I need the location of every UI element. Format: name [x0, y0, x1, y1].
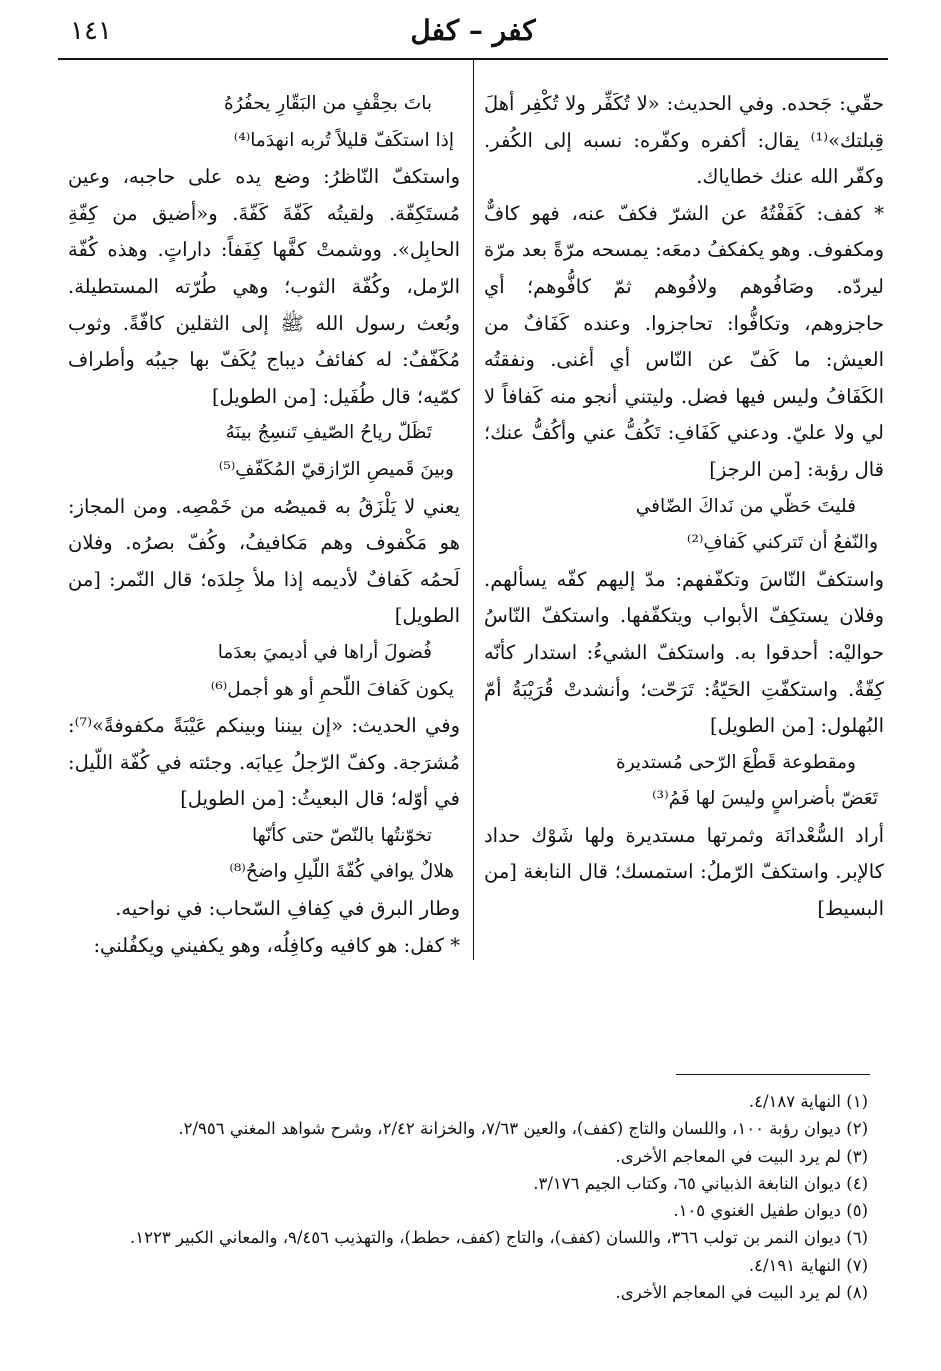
page-number: ١٤١ [70, 16, 112, 46]
footnote-rule [676, 1074, 870, 1075]
verse-line: إذا استكَفّ قليلاً تُربه انهدَما⁽⁴⁾ [233, 129, 454, 151]
footnote: (٣) لم يرد البيت في المعاجم الأخرى. [615, 1146, 868, 1166]
footnote: (٢) ديوان رؤبة ١٠٠، واللسان والتاج (كفف)، والعين ٧/٦٣، والخزانة ٢/٤٢، وشرح شواهد المغني ٢/٩٥٦. [178, 1119, 868, 1139]
verse-line: فليتَ حَظّي من نَداكَ الضّافي [635, 495, 856, 517]
verse-line: هلالٌ يوافي كُفّةَ اللّيلِ واضحُ⁽⁸⁾ [229, 861, 454, 883]
footnotes [62, 1088, 868, 1306]
paragraph: وطار البرق في كِفافِ السّحاب: في نواحيه. [115, 897, 460, 921]
verse-line: يكون كَفافَ اللّحمِ أو هو أجمل⁽⁶⁾ [210, 678, 454, 700]
verse-line: تَظَلّ رياحُ الصّيفِ تَنسِجُ بينَهُ [225, 422, 432, 444]
paragraph: يعني لا يَلْزَقُ به قميصُه من خَمْصِه. ومن المجاز: هو مَكْفوف وهم مَكافيفُ، وكُفّ بصرُه. وفلان لَحمُه كَفافٌ لأديمه إذا ملأ جِلدَه؛ قال النّمر: [من الطويل] [68, 494, 460, 628]
entry-kafar-end: حقّي: جَحده. وفي الحديث: «لا تُكَفِّر ولا تُكْفِر أهلَ قِبلتك»⁽¹⁾ يقال: أكفره وكفّره: نسبه إلى الكُفر. وكفّر الله عنك خطاياك. [484, 92, 884, 189]
verse-line: ومقطوعة قَطْعَ الرّحى مُستديرة [616, 751, 856, 773]
paragraph: وفي الحديث: «إن بيننا وبينكم عَيْبَةً مكفوفةً»⁽⁷⁾: مُشرَجة. وكفّ الرّجلُ عِيابَه. وجئته في كُفّة اللّيل: في أوّله؛ قال البعيثُ: [من الطويل] [68, 714, 460, 811]
left-column [68, 86, 460, 964]
verse-line: وبينَ قَميصِ الرّازقيّ المُكَفّفِ⁽⁵⁾ [218, 458, 454, 480]
verse-line: فُضولَ أراها في أديميَ بعدَما [217, 641, 432, 663]
footnote: (٥) ديوان طفيل الغنوي ١٠٥. [673, 1201, 868, 1221]
entry-kaff: * كفف: كَفَفْتُهُ عن الشرّ فكفّ عنه، فهو كافٌّ ومكفوف. وهو يكفكفُ دمعَه: يمسحه مرّةً بعد مرّة ليردّه. وصَافُوهم ولافُوهم ثمّ كافُّوهم؛ أي حاجزوهم، وتكافُّوا: تحاجزوا. وعنده كَفَافٌ من العيش: ما كَفّ عن النّاس أي أغنى. ونفقتُه الكَفَافُ وليس فيها فضل. وليتني أنجو منه كَفافاً لا لي ولا عليّ. ودعني كَفَافِ: تَكُفُّ عني وأكُفُّ عنك؛ قال رؤبة: [من الرجز] [484, 201, 884, 481]
column-divider [473, 60, 474, 960]
running-title: كفر – كفل [410, 14, 536, 47]
page-header [58, 12, 888, 56]
paragraph: أراد السُّعْدانَة وثمرتها مستديرة ولها شَوْك حداد كالإبر. واستكفّ الرّملُ: استمسك؛ قال النابغة [من البسيط] [484, 823, 884, 921]
footnote: (٤) ديوان النابغة الذبياني ٦٥، وكتاب الجيم ٣/١٧٦. [533, 1173, 868, 1193]
footnote: (١) النهاية ٤/١٨٧. [748, 1092, 868, 1111]
verse-line: تخوّنتُها بالنّصّ حتى كأنّها [251, 824, 432, 846]
footnote: (٧) النهاية ٤/١٩١. [748, 1255, 868, 1275]
verse-line: تَعَضّ بأضراسٍ وليسَ لها فَمُ⁽³⁾ [652, 788, 878, 810]
paragraph: واستكفّ النّاظرُ: وضع يده على حاجبه، وعين مُستَكِفّة. ولقيتُه كَفّةَ كَفّةَ. و«أضيق من كِفّةِ الحابِل». ووشمتْ كفَّها كِفَفاً: داراتٍ. وهذه كُفّة الرّمل، وكُفّة الثوب؛ وهي طُرّته المستطيلة. وبُعث رسول الله ﷺ إلى الثقلين كافّةً. وثوب مُكَفّفٌ: له كفائفُ ديباج يُكَفّ بها جيبُه وأطراف كمّيه؛ قال طُفَيل: [من الطويل] [68, 165, 460, 408]
verse-line: والنّفعُ أن تَتركني كَفافِ⁽²⁾ [686, 532, 878, 554]
footnote: (٨) لم يرد البيت في المعاجم الأخرى. [615, 1283, 868, 1303]
footnote: (٦) ديوان النمر بن تولب ٣٦٦، واللسان (كفف)، والتاج (كفف، حطط)، والتهذيب ٩/٤٥٦، والمعاني الكبير ١٢٢٣. [130, 1228, 868, 1248]
right-column [484, 86, 884, 928]
paragraph: واستكفّ النّاسَ وتكفّفهم: مدّ إليهم كفّه يسألهم. وفلان يستكِفّ الأبواب ويتكفّفها. واستكفّ النّاسُ حواليْه: أحدقوا به. واستكفّ الشيءُ: استدار كأنّه كِفّةٌ. واستكفّتِ الحَيّةُ: تَرَحّت؛ وأنشدتْ قُرَيْبَةُ أمّ البُهلول: [من الطويل] [484, 567, 884, 738]
verse-line: باتَ بحِقْفٍ من البَقّارِ يحفُرُهُ [224, 93, 432, 114]
entry-kafal: * كفل: هو كافيه وكافِلُه، وهو يكفيني ويكفُلني: [93, 933, 460, 957]
